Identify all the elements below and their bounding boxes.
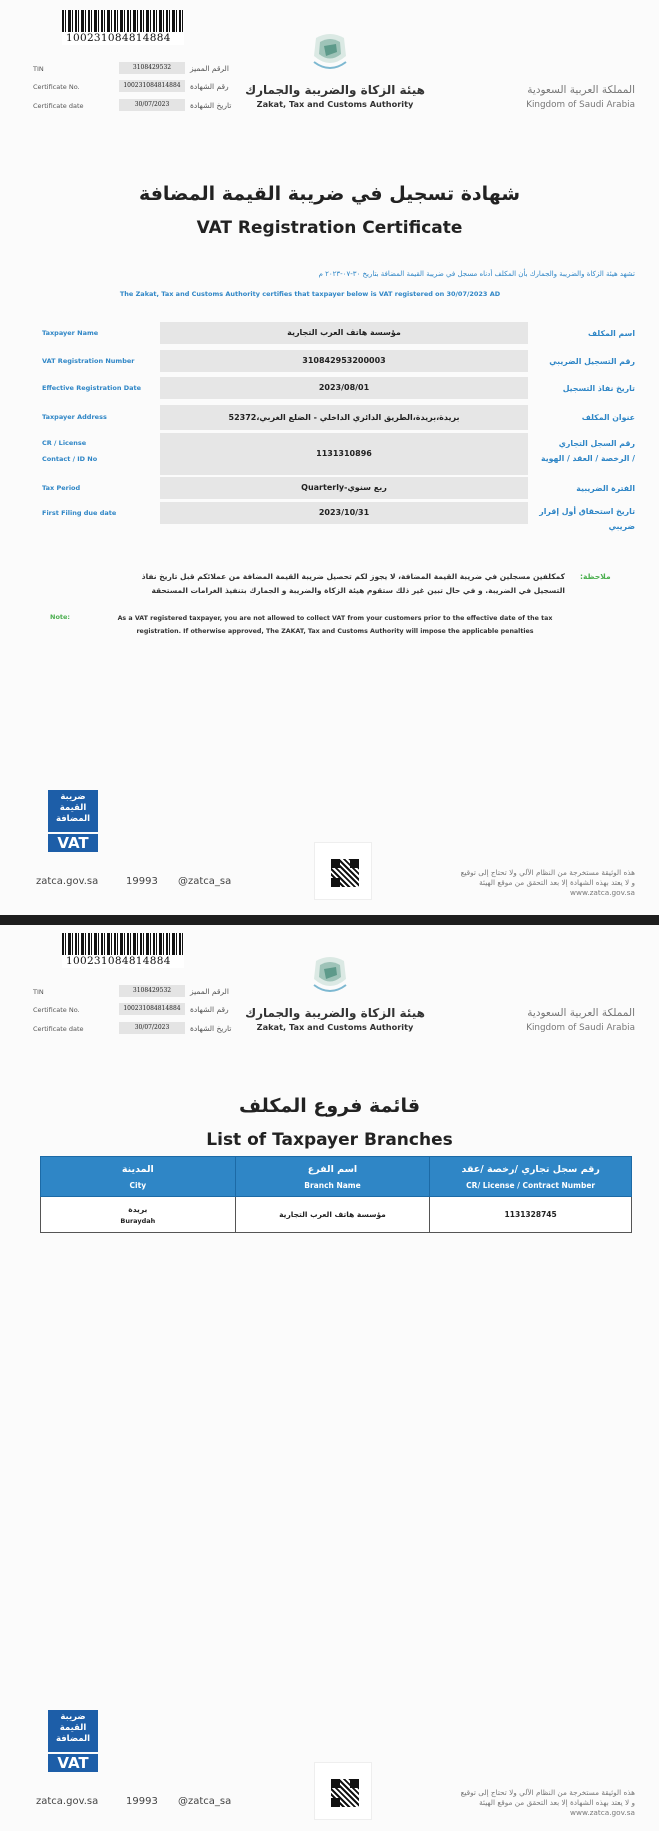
field-label-ar: الفترة الضريبية	[576, 484, 635, 493]
field-label-en: Tax Period	[42, 484, 81, 492]
certification-text-en: The Zakat, Tax and Customs Authority certifies that taxpayer below is VAT registered on 30/07/2023 AD	[119, 290, 501, 298]
vat-logo-en: VAT	[48, 1754, 98, 1772]
vat-logo-ar-line: القيمة	[59, 1723, 87, 1733]
column-header-cr	[430, 1157, 632, 1197]
certdate-value: 30/07/2023	[119, 99, 185, 111]
certdate-label: Certificate date	[33, 1025, 84, 1033]
branches-title-ar: قائمة فروع المكلف	[238, 1095, 421, 1117]
page-title-ar: شهادة تسجيل في ضريبة القيمة المضافة	[138, 183, 521, 205]
barcode-bars	[62, 933, 184, 955]
zatca-name-en: Zakat, Tax and Customs Authority	[256, 1022, 414, 1032]
certno-label: Certificate No.	[33, 1006, 80, 1014]
footer-note	[415, 1788, 635, 1818]
field-label-en: First Filing due date	[42, 509, 117, 517]
certno-label-ar: رقم الشهادة	[190, 1005, 229, 1014]
qr-code-pattern	[331, 1779, 359, 1807]
zatca-name-en: Zakat, Tax and Customs Authority	[256, 99, 414, 109]
zatca-logo-icon	[310, 30, 350, 72]
footer-website[interactable]: zatca.gov.sa	[36, 876, 99, 887]
table-header-row	[41, 1157, 632, 1197]
vat-logo	[48, 790, 98, 852]
field-vat-number	[40, 350, 635, 372]
certdate-row	[30, 1022, 232, 1035]
column-header-branch-name	[235, 1157, 430, 1197]
city-ar: بريدة	[128, 1204, 148, 1214]
tin-label: TIN	[33, 65, 44, 73]
footer-note-url[interactable]: www.zatca.gov.sa	[570, 888, 635, 897]
footer-note-line1: هذه الوثيقة مستخرجة من النظام الآلي ولا تحتاج إلى توقيع	[460, 1788, 635, 1797]
field-value: 1131310896	[160, 433, 528, 475]
field-label-ar: رقم السجل التجاري	[558, 439, 635, 448]
vat-logo-ar-line: المضافة	[55, 1734, 91, 1744]
branches-page	[0, 925, 659, 1831]
column-header-ar: المدينة	[121, 1163, 154, 1175]
page-title-en: VAT Registration Certificate	[196, 218, 463, 238]
note-label-en: Note:	[50, 613, 71, 621]
certification-text-ar: تشهد هيئة الزكاة والضريبة والجمارك بأن المكلف أدناه مسجل في ضريبة القيمة المضافة بتاريخ ٣٠-٠٧-٢٠٢٣ م	[318, 270, 635, 278]
column-header-ar: اسم الفرع	[307, 1163, 358, 1175]
barcode-number: 100231084814884	[62, 955, 184, 968]
certdate-label-ar: تاريخ الشهادة	[190, 101, 232, 110]
footer-note	[415, 868, 635, 898]
certno-value: 100231084814884	[119, 80, 185, 92]
vat-logo-ar-line: ضريبة	[60, 792, 86, 802]
footer-phone[interactable]: 19993	[126, 876, 158, 887]
field-tax-period	[40, 477, 635, 499]
branches-table	[40, 1156, 632, 1233]
field-taxpayer-name	[40, 322, 635, 344]
tin-row	[30, 985, 229, 998]
barcode	[62, 933, 184, 971]
field-label-ar: تاريخ استحقاق أول إقرار	[539, 507, 635, 516]
certno-row	[30, 80, 229, 93]
page-separator	[0, 915, 659, 925]
vat-logo-ar-line: ضريبة	[60, 1712, 86, 1722]
column-header-en: CR/ License / Contract Number	[466, 1180, 596, 1190]
footer-note-line1: هذه الوثيقة مستخرجة من النظام الآلي ولا تحتاج إلى توقيع	[460, 868, 635, 877]
tin-value: 3108429532	[119, 985, 185, 997]
field-value: 310842953200003	[160, 350, 528, 372]
ksa-name-ar: المملكة العربية السعودية	[527, 84, 635, 96]
ksa-name-en: Kingdom of Saudi Arabia	[526, 1023, 635, 1033]
barcode-bars	[62, 10, 184, 32]
note-label-ar: ملاحظة:	[580, 572, 611, 581]
vat-logo	[48, 1710, 98, 1772]
field-label-ar: تاريخ نفاذ التسجيل	[562, 384, 635, 393]
field-label-en: VAT Registration Number	[42, 357, 135, 365]
field-effective-date	[40, 377, 635, 399]
ksa-name-en: Kingdom of Saudi Arabia	[526, 100, 635, 110]
field-label-en: CR / License	[42, 439, 87, 447]
note-text-ar: كمكلفين مسجلين في ضريبة القيمة المضافة، لا يجوز لكم تحصيل ضريبة القيمة المضافة من عملائكم قبل تاريخ نفاذ التسجيل في الضريبة. و في حال تبين غير ذلك ستقوم هيئة الزكاة والضريبة و الجمارك بتنفيذ الغرامات المستحقة	[141, 572, 565, 595]
ksa-name-ar: المملكة العربية السعودية	[527, 1007, 635, 1019]
city-en: Buraydah	[120, 1216, 156, 1225]
tin-row	[30, 62, 229, 75]
certno-label: Certificate No.	[33, 83, 80, 91]
table-row	[41, 1197, 632, 1233]
zatca-name-ar: هيئة الزكاة والضريبة والجمارك	[245, 1006, 425, 1020]
tin-label: TIN	[33, 988, 44, 996]
qr-code	[314, 1762, 372, 1820]
certno-value: 100231084814884	[119, 1003, 185, 1015]
field-label-ar: اسم المكلف	[588, 329, 635, 338]
certdate-row	[30, 99, 232, 112]
certno-row	[30, 1003, 229, 1016]
field-value: بريدة،بريدة،الطريق الدائري الداخلي - الضلع الغربي،52372	[160, 405, 528, 430]
footer-handle[interactable]: @zatca_sa	[178, 876, 232, 887]
footer-note-line2: و لا يعتد بهذه الشهادة إلا بعد التحقق من موقع الهيئة	[479, 1798, 635, 1807]
cell-branch-name: مؤسسة هاتف العرب التجارية	[235, 1197, 430, 1233]
column-header-city	[41, 1157, 236, 1197]
tin-value: 3108429532	[119, 62, 185, 74]
field-label-ar: عنوان المكلف	[581, 413, 635, 422]
field-label-en: Taxpayer Name	[42, 329, 99, 337]
field-label-ar: رقم التسجيل الضريبي	[549, 357, 635, 366]
footer-note-line2: و لا يعتد بهذه الشهادة إلا بعد التحقق من موقع الهيئة	[479, 878, 635, 887]
vat-logo-ar	[48, 1710, 98, 1752]
qr-code	[314, 842, 372, 900]
field-value: مؤسسة هاتف العرب التجارية	[160, 322, 528, 344]
field-value: ربع سنوي-Quarterly	[160, 477, 528, 499]
footer-note-url[interactable]: www.zatca.gov.sa	[570, 1808, 635, 1817]
vat-logo-en: VAT	[48, 834, 98, 852]
certdate-value: 30/07/2023	[119, 1022, 185, 1034]
column-header-en: Branch Name	[304, 1180, 361, 1190]
tin-label-ar: الرقم المميز	[190, 64, 229, 73]
certdate-label-ar: تاريخ الشهادة	[190, 1024, 232, 1033]
cell-cr-number: 1131328745	[430, 1197, 632, 1233]
zatca-name-ar: هيئة الزكاة والضريبة والجمارك	[245, 83, 425, 97]
barcode	[62, 10, 184, 48]
certificate-page	[0, 0, 659, 915]
field-address	[40, 405, 635, 430]
zatca-logo-icon	[310, 953, 350, 995]
footer-website[interactable]: zatca.gov.sa	[36, 1796, 99, 1807]
vat-logo-ar-line: القيمة	[59, 803, 87, 813]
barcode-number: 100231084814884	[62, 32, 184, 45]
vat-logo-ar-line: المضافة	[55, 814, 91, 824]
footer-phone[interactable]: 19993	[126, 1796, 158, 1807]
vat-logo-ar	[48, 790, 98, 832]
column-header-en: City	[129, 1180, 147, 1190]
certno-label-ar: رقم الشهادة	[190, 82, 229, 91]
column-header-ar: رقم سجل تجاري /رخصة /عقد	[461, 1163, 600, 1175]
field-label-ar-2: / الرخصة / العقد / الهوية	[540, 454, 635, 463]
field-value: 2023/08/01	[160, 377, 528, 399]
field-label-en-2: Contact / ID No	[42, 455, 98, 463]
field-value: 2023/10/31	[160, 502, 528, 524]
qr-code-pattern	[331, 859, 359, 887]
certdate-label: Certificate date	[33, 102, 84, 110]
note-text-en: As a VAT registered taxpayer, you are not allowed to collect VAT from your customers prior to the effective date of the tax registration. If otherwise approved, The ZAKAT, Tax and Customs Authority will impose the applicable penalties	[117, 615, 553, 635]
field-cr-license	[40, 433, 635, 475]
field-label-en: Taxpayer Address	[42, 413, 107, 421]
field-label-en: Effective Registration Date	[42, 384, 142, 392]
cell-city	[41, 1197, 236, 1233]
field-label-ar-2: ضريبي	[608, 522, 635, 531]
branches-title-en: List of Taxpayer Branches	[206, 1130, 453, 1150]
field-first-filing	[40, 502, 635, 531]
tin-label-ar: الرقم المميز	[190, 987, 229, 996]
footer-handle[interactable]: @zatca_sa	[178, 1796, 232, 1807]
